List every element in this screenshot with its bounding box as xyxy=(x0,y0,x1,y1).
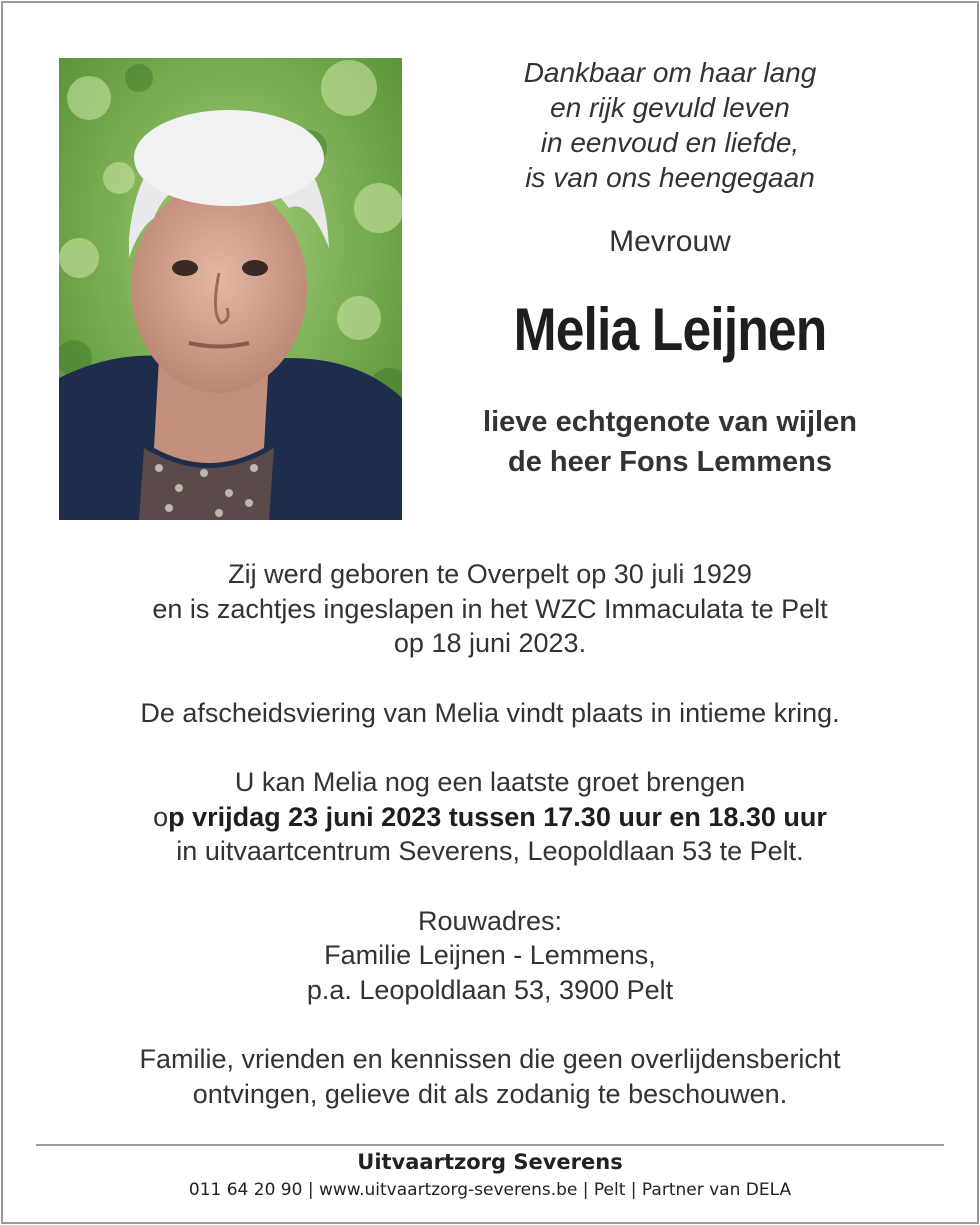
poem-line: en rijk gevuld leven xyxy=(550,92,790,123)
farewell-location: in uitvaartcentrum Severens, Leopoldlaan 53 te Pelt. xyxy=(176,836,804,866)
announcement-body xyxy=(40,557,940,1111)
footer-divider xyxy=(36,1144,944,1146)
farewell-prefix: o xyxy=(153,801,169,832)
date-of-death-line: op 18 juni 2023. xyxy=(393,628,587,658)
portrait-photo xyxy=(59,58,402,520)
relation-text xyxy=(420,402,920,482)
address-label: Rouwadres: xyxy=(417,905,563,936)
passing-line: en is zachtjes ingeslapen in het WZC Immaculata te Pelt xyxy=(152,593,828,624)
poem-line: Dankbaar om haar lang xyxy=(523,57,817,88)
deceased-name: Melia Leijnen xyxy=(513,296,827,363)
funeral-home-name: Uitvaartzorg Severens xyxy=(357,1150,623,1174)
relation-line: lieve echtgenote van wijlen xyxy=(483,406,857,438)
relation-line: de heer Fons Lemmens xyxy=(508,446,832,478)
birth-line: Zij werd geboren te Overpelt op 30 juli 1929 xyxy=(228,559,752,589)
honorific: Mevrouw xyxy=(609,225,731,258)
address-line: Familie Leijnen - Lemmens, xyxy=(324,940,656,970)
farewell-intro: U kan Melia nog een laatste groet brengen xyxy=(234,767,746,797)
notice-line: Familie, vrienden en kennissen die geen overlijdensbericht xyxy=(139,1044,841,1074)
funeral-home-contact: 011 64 20 90 | www.uitvaartzorg-severens.be | Pelt | Partner van DELA xyxy=(188,1180,792,1200)
notice-line: ontvingen, gelieve dit als zodanig te beschouwen. xyxy=(192,1078,788,1109)
poem-line: in eenvoud en liefde, xyxy=(540,127,800,158)
farewell-datetime-bold: p vrijdag 23 juni 2023 tussen 17.30 uur en 18.30 uur xyxy=(168,801,827,832)
address-line: p.a. Leopoldlaan 53, 3900 Pelt xyxy=(306,974,674,1005)
farewell-datetime xyxy=(40,800,940,835)
ceremony-line: De afscheidsviering van Melia vindt plaats in intieme kring. xyxy=(140,697,840,728)
poem-verse xyxy=(440,55,900,195)
poem-line: is van ons heengegaan xyxy=(525,162,815,193)
